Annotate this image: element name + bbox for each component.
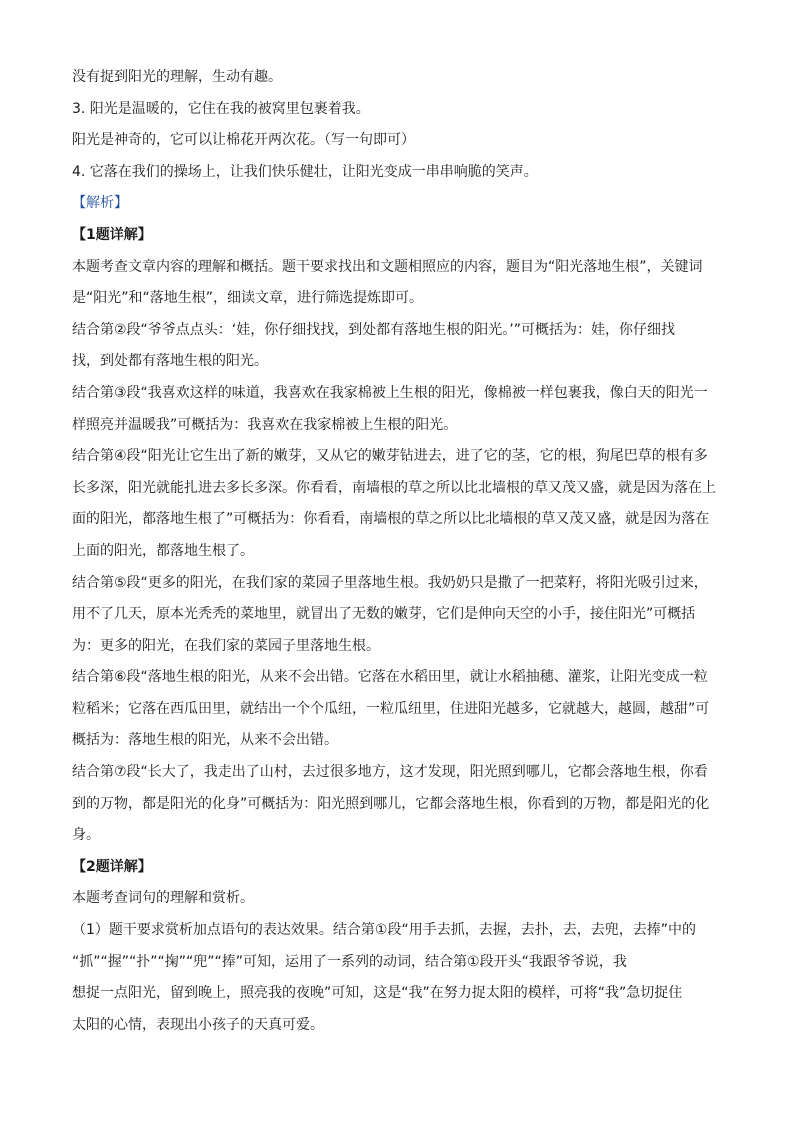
text-line: （1）题干要求赏析加点语句的表达效果。结合第①段“用手去抓，去握，去扑，去，去兜，去捧”中的: [72, 922, 696, 939]
text-line: 样照亮并温暖我”可概括为：我喜欢在我家棉被上生根的阳光。: [72, 416, 458, 433]
text-line: 结合第⑦段“长大了，我走出了山村，去过很多地方，这才发现，阳光照到哪儿，它都会落地生根，你看: [72, 764, 708, 781]
answer-4: 4. 它落在我们的操场上，让我们快乐健壮，让阳光变成一串串响脆的笑声。: [72, 163, 538, 180]
answer-3: 3. 阳光是温暖的，它住在我的被窝里包裹着我。: [72, 100, 370, 117]
text-line: 粒稻米；它落在西瓜田里，就结出一个个瓜纽，一粒瓜纽里，住进阳光越多，它就越大，越圆，越甜”可: [72, 700, 710, 717]
text-line: 是“阳光”和“落地生根”，细读文章，进行筛选提炼即可。: [72, 290, 424, 307]
text-line: 阳光是神奇的，它可以让棉花开两次花。（写一句即可）: [72, 132, 415, 149]
text-line: 本题考查词句的理解和赏析。: [72, 890, 254, 907]
text-line: 结合第③段“我喜欢这样的味道，我喜欢在我家棉被上生根的阳光，像棉被一样包裹我，像白天的阳光一: [72, 384, 708, 401]
text-line: 结合第②段“爷爷点点头：‘娃，你仔细找找，到处都有落地生根的阳光。’”可概括为：娃，你仔细找: [72, 321, 675, 338]
text-line: 找，到处都有落地生根的阳光。: [72, 353, 268, 370]
text-line: 本题考查文章内容的理解和概括。题干要求找出和文题相照应的内容，题目为“阳光落地生根”，关键词: [72, 258, 703, 275]
document-page: [72, 62, 728, 1041]
text-line: 用不了几天，原本光秃秃的菜地里，就冒出了无数的嫩芽，它们是伸向天空的小手，接住阳光”可概括: [72, 606, 696, 623]
text-line: 没有捉到阳光的理解，生动有趣。: [72, 69, 282, 85]
text-line: 结合第⑤段“更多的阳光，在我们家的菜园子里落地生根。我奶奶只是撒了一把菜籽，将阳光吸引过来，: [72, 574, 708, 591]
text-line: 概括为：落地生根的阳光，从来不会出错。: [72, 732, 338, 749]
text-line: 结合第⑥段“落地生根的阳光，从来不会出错。它落在水稻田里，就让水稻抽穗、灌浆，让阳光变成一粒: [72, 669, 708, 686]
section-heading-q1: 【1题详解】: [72, 226, 152, 243]
text-line: 太阳的心情，表现出小孩子的天真可爱。: [72, 1016, 324, 1033]
text-line: 长多深，阳光就能扎进去多长多深。你看看，南墙根的草之所以比北墙根的草又茂又盛，就是因为落在上: [72, 479, 716, 496]
text-line: 想捉一点阳光，留到晚上，照亮我的夜晚”可知，这是“我”在努力捉太阳的模样，可将“我”急切捉住: [72, 985, 683, 1002]
text-line: 结合第④段“阳光让它生出了新的嫩芽，又从它的嫩芽钻进去，进了它的茎，它的根，狗尾巴草的根有多: [72, 448, 708, 465]
text-line: 为：更多的阳光，在我们家的菜园子里落地生根。: [72, 637, 380, 654]
text-line: “抓”“握”“扑”“掬”“兜”“捧”可知，运用了一系列的动词，结合第①段开头“我跟爷爷说，我: [72, 953, 627, 970]
text-line: 身。: [72, 827, 100, 844]
text-line: 上面的阳光，都落地生根了。: [72, 542, 254, 559]
analysis-label: 【解析】: [72, 195, 128, 212]
section-heading-q2: 【2题详解】: [72, 858, 152, 875]
text-line: 面的阳光，都落地生根了”可概括为：你看看，南墙根的草之所以比北墙根的草又茂又盛，就是因为落在: [72, 511, 710, 528]
text-line: 到的万物，都是阳光的化身”可概括为：阳光照到哪儿，它都会落地生根，你看到的万物，都是阳光的化: [72, 795, 710, 812]
